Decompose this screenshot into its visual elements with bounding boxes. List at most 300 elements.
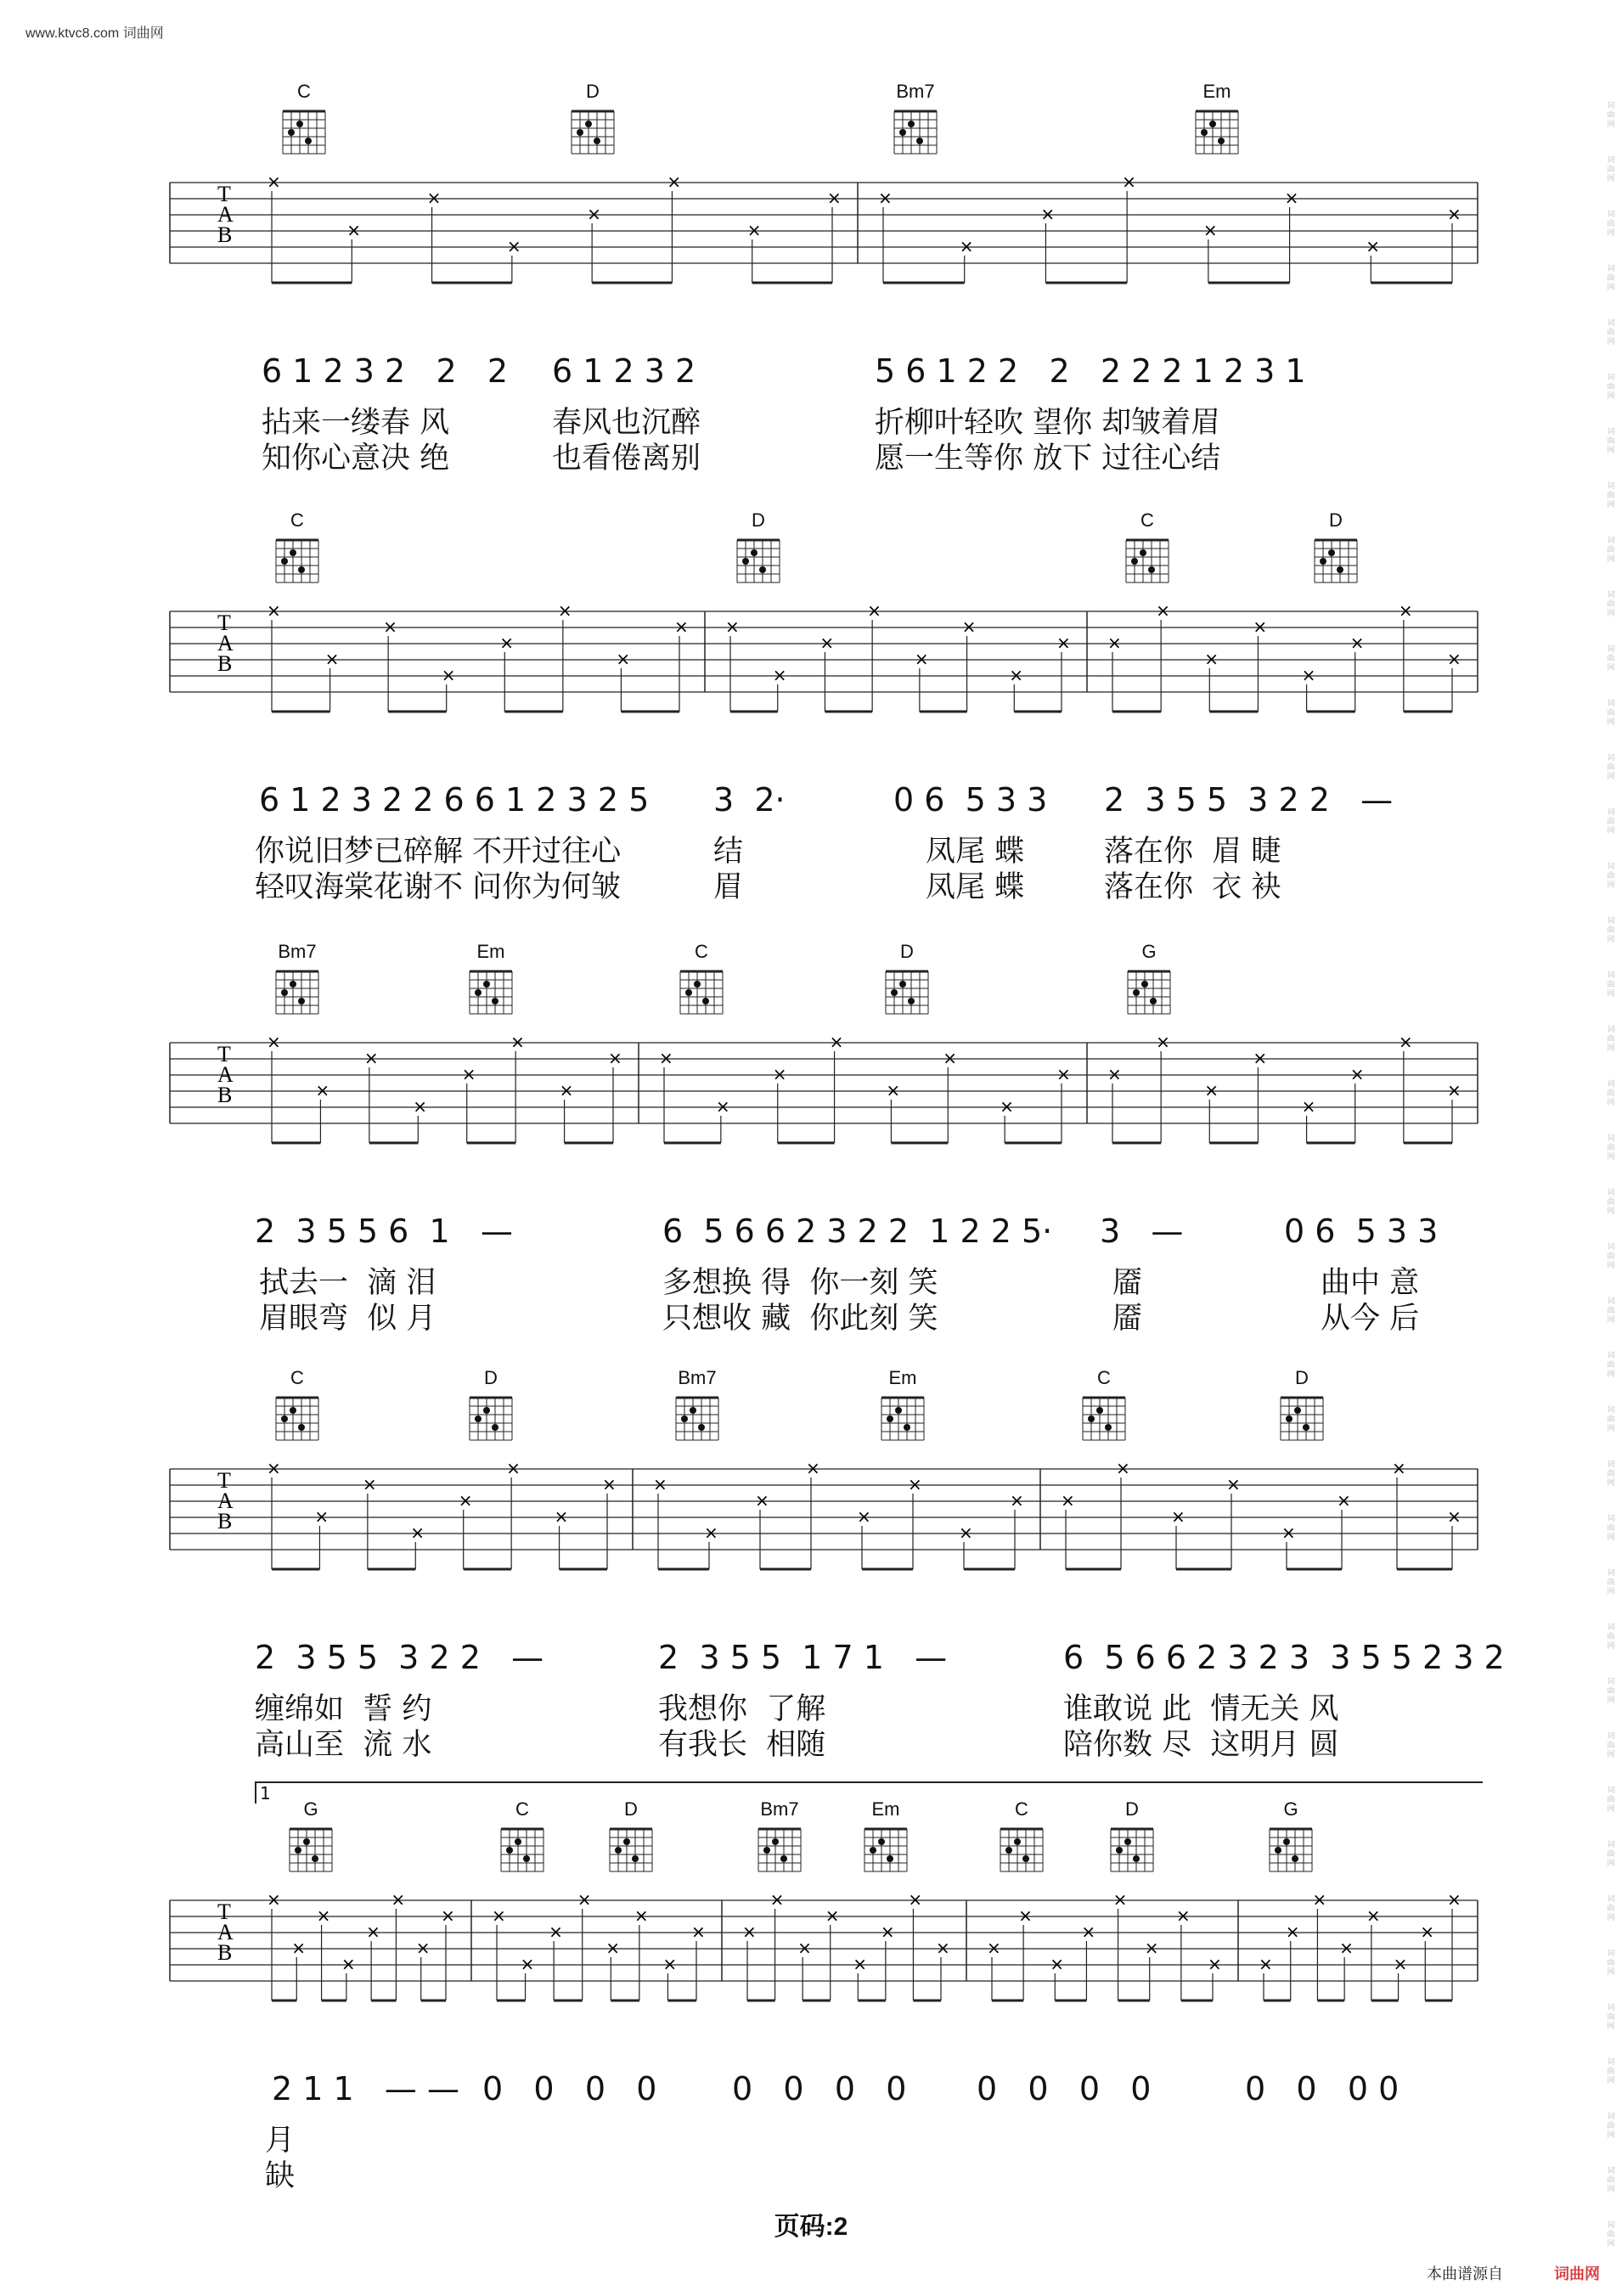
tab-note-mark: ×	[391, 1892, 406, 1910]
lyric-segment: 靥	[1112, 1302, 1143, 1336]
side-watermark: 词 曲 网	[1607, 1895, 1615, 1922]
side-watermark: 词 曲 网	[1607, 102, 1615, 129]
tab-note-mark: ×	[1366, 1905, 1381, 1926]
tab-note-mark: ×	[413, 1096, 428, 1117]
chord-diagram	[603, 1820, 659, 1875]
site-url[interactable]: www.ktvc8.com 词曲网	[25, 26, 164, 41]
tab-note-mark: ×	[943, 1048, 958, 1068]
side-watermark: 词 曲 网	[1607, 1243, 1615, 1270]
side-watermark: 词 曲 网	[1607, 156, 1615, 183]
fret-dot	[698, 1424, 705, 1431]
tab-note-mark: ×	[324, 649, 340, 669]
tab-note-mark: ×	[1156, 603, 1170, 621]
fret-dot	[1022, 1855, 1029, 1862]
tab-note-mark: ×	[1337, 1490, 1351, 1511]
side-watermark: 词 曲 网	[1607, 265, 1615, 292]
tab-note-mark: ×	[1349, 1064, 1365, 1084]
side-watermark: 词 曲 网	[1607, 1950, 1615, 1977]
fret-dot	[887, 1855, 893, 1862]
tab-note-mark: ×	[857, 1506, 871, 1527]
tab-note-mark: ×	[506, 236, 521, 256]
fret-dot	[1141, 981, 1148, 988]
side-watermark: 词 曲 网	[1607, 1678, 1615, 1705]
side-watermark: 词 曲 网	[1607, 971, 1615, 999]
lyric-segment: 靥	[1112, 1266, 1143, 1300]
tab-clef-letter: B	[217, 1083, 233, 1107]
lyric-segment: 从今 后	[1321, 1302, 1420, 1336]
chord-symbol	[265, 941, 329, 1017]
chord-symbol	[747, 1798, 812, 1875]
tab-note-mark: ×	[559, 1080, 574, 1100]
side-watermark: 词 曲 网	[1607, 1297, 1615, 1325]
fret-dot	[492, 1424, 498, 1431]
tab-note-mark: ×	[1144, 1938, 1159, 1958]
side-watermark: 词 曲 网	[1607, 1787, 1615, 1814]
chord-diagram	[463, 963, 519, 1017]
chord-diagram	[1121, 963, 1177, 1017]
tab-note-mark: ×	[602, 1474, 617, 1494]
jianpu-segment: 6 1 2 3 2 2 2	[262, 352, 509, 390]
fret-dot	[281, 1415, 288, 1422]
tab-note-mark: ×	[772, 665, 787, 685]
tab-note-mark: ×	[653, 1474, 667, 1494]
jianpu-notation-row	[0, 1213, 1622, 1255]
tab-note-mark: ×	[829, 1034, 844, 1052]
volta-bracket-label: 1	[255, 1781, 1483, 1804]
fret-dot	[916, 138, 923, 144]
lyric-segment: 月	[265, 2124, 296, 2158]
chord-diagram	[269, 963, 325, 1017]
tab-note-mark: ×	[1253, 616, 1268, 637]
jianpu-notation-row	[0, 352, 1622, 395]
chord-name: C	[290, 509, 304, 531]
fret-dot	[1283, 1838, 1290, 1845]
tab-note-mark: ×	[426, 188, 442, 208]
jianpu-notation-row	[0, 1639, 1622, 1681]
tab-note-mark: ×	[1009, 665, 1024, 685]
tab-note-mark: ×	[853, 1954, 868, 1974]
chord-name: D	[1329, 509, 1343, 531]
tab-clef-letter: A	[217, 1920, 234, 1944]
jianpu-segment: 6 5 6 6 2 3 2 3 3 5 5 2 3 2	[1063, 1639, 1505, 1676]
fret-dot	[483, 1407, 490, 1414]
lyric-line-1	[0, 399, 1622, 440]
lyric-line-2	[0, 2152, 1622, 2193]
side-watermark: 词 曲 网	[1607, 537, 1615, 564]
tab-note-mark: ×	[1312, 1892, 1327, 1910]
tab-note-mark: ×	[742, 1922, 757, 1942]
tab-note-mark: ×	[1301, 665, 1316, 685]
fret-dot	[594, 138, 600, 144]
tab-note-mark: ×	[267, 174, 281, 192]
chord-symbol	[989, 1798, 1054, 1875]
tab-note-mark: ×	[746, 220, 762, 240]
tab-note-mark: ×	[769, 1892, 785, 1910]
chord-symbol	[883, 81, 948, 157]
tab-clef-letter: B	[217, 651, 233, 676]
page-number: 页码:2	[774, 2213, 848, 2241]
lyric-line-1	[0, 828, 1622, 869]
chord-diagram	[994, 1820, 1050, 1875]
fret-dot	[1148, 566, 1155, 573]
side-watermark: 词 曲 网	[1607, 2058, 1615, 2085]
lyric-line-2	[0, 435, 1622, 476]
fret-dot	[1320, 558, 1326, 565]
chord-diagram	[1308, 532, 1364, 586]
footer-source-text: 本曲谱源自	[1427, 2265, 1503, 2282]
chord-name: Em	[1202, 81, 1231, 102]
fret-dot	[585, 121, 592, 127]
chord-diagram	[887, 103, 943, 157]
tab-clef-letter: A	[217, 1062, 234, 1087]
chord-diagram	[494, 1820, 550, 1875]
lyric-segment: 愿一生等你 放下 过往心结	[875, 442, 1221, 476]
chord-name: D	[1125, 1798, 1139, 1820]
tab-clef-letter: T	[217, 182, 231, 206]
chord-symbol	[265, 509, 329, 586]
fret-dot	[751, 549, 757, 556]
chord-symbol	[490, 1798, 555, 1875]
tab-note-mark: ×	[1107, 1064, 1122, 1084]
tab-staff	[0, 1892, 1622, 2019]
side-watermark: 词 曲 网	[1607, 1624, 1615, 1651]
jianpu-segment: 5 6 1 2 2 2 2 2 2 1 2 3 1	[875, 352, 1306, 390]
tab-note-mark: ×	[492, 1905, 506, 1926]
fret-dot	[904, 1424, 910, 1431]
tab-note-mark: ×	[441, 1905, 455, 1926]
tab-note-mark: ×	[1398, 1034, 1413, 1052]
fret-dot	[1275, 1847, 1281, 1854]
fret-dot	[1133, 1855, 1140, 1862]
chord-name: D	[752, 509, 765, 531]
fret-dot	[303, 1838, 310, 1845]
lyric-segment: 结	[713, 835, 744, 869]
chord-diagram	[879, 963, 935, 1017]
lyric-segment: 落在你 眉 睫	[1104, 835, 1281, 869]
chord-diagram	[276, 103, 332, 157]
fret-dot	[288, 129, 295, 136]
jianpu-segment: 0 6 5 3 3	[1284, 1213, 1439, 1250]
chord-name: Bm7	[678, 1367, 717, 1388]
tab-clef-letter: T	[217, 1468, 231, 1493]
tab-note-mark: ×	[346, 220, 362, 240]
tab-note-mark: ×	[1040, 204, 1056, 224]
fret-dot	[895, 1407, 902, 1414]
chord-name: D	[484, 1367, 498, 1388]
fret-dot	[780, 1855, 787, 1862]
chord-name: D	[1295, 1367, 1309, 1388]
tab-note-mark: ×	[267, 1034, 281, 1052]
tab-note-mark: ×	[557, 603, 572, 621]
lyric-segment: 有我长 相随	[658, 1728, 826, 1762]
tab-note-mark: ×	[961, 616, 977, 637]
fret-dot	[298, 998, 305, 1004]
lyric-segment: 落在你 衣 袂	[1104, 870, 1281, 904]
lyric-line-1	[0, 1685, 1622, 1726]
chord-diagram	[269, 532, 325, 586]
chord-symbol	[560, 81, 625, 157]
lyric-segment: 陪你数 尽 这明月 圆	[1063, 1728, 1339, 1762]
tab-note-mark: ×	[315, 1080, 330, 1100]
fret-dot	[305, 138, 312, 144]
tab-note-mark: ×	[1339, 1938, 1354, 1958]
jianpu-segment: 0 0 0 0	[1245, 2070, 1400, 2107]
tab-note-mark: ×	[1366, 236, 1381, 256]
tab-note-mark: ×	[520, 1954, 535, 1974]
fret-dot	[298, 566, 305, 573]
chord-name: Em	[871, 1798, 900, 1820]
tab-note-mark: ×	[341, 1954, 356, 1974]
tab-note-mark: ×	[1202, 220, 1218, 240]
tab-note-mark: ×	[1081, 1922, 1096, 1942]
fret-dot	[523, 1855, 530, 1862]
fret-dot	[772, 1838, 779, 1845]
fret-dot	[887, 1415, 893, 1422]
tab-note-mark: ×	[1349, 633, 1365, 653]
fret-dot	[281, 989, 288, 996]
tab-note-mark: ×	[659, 1048, 673, 1068]
lyric-line-1	[0, 1259, 1622, 1300]
tab-clef-letter: A	[217, 202, 234, 227]
side-watermark: 词 曲 网	[1607, 374, 1615, 401]
fret-dot	[681, 1415, 688, 1422]
fret-dot	[290, 1407, 296, 1414]
fret-dot	[1218, 138, 1225, 144]
fret-dot	[1131, 558, 1138, 565]
side-watermark: 词 曲 网	[1607, 2004, 1615, 2031]
fret-dot	[1105, 1424, 1112, 1431]
chord-symbol	[875, 941, 939, 1017]
tab-note-mark: ×	[587, 204, 601, 224]
lyric-segment: 凤尾 蝶	[926, 870, 1025, 904]
tab-note-mark: ×	[1281, 1522, 1296, 1543]
chord-name: G	[303, 1798, 318, 1820]
fret-dot	[690, 1407, 696, 1414]
chord-name: Bm7	[760, 1798, 799, 1820]
tab-note-mark: ×	[715, 1096, 730, 1117]
jianpu-notation-row	[0, 2070, 1622, 2113]
chord-symbol	[853, 1798, 918, 1875]
tab-note-mark: ×	[662, 1954, 678, 1974]
tab-note-mark: ×	[267, 603, 281, 621]
chord-name: Em	[476, 941, 505, 962]
side-watermark: 词 曲 网	[1607, 2221, 1615, 2248]
jianpu-segment: 0 6 5 3 3	[893, 781, 1048, 819]
fret-dot	[615, 1847, 622, 1854]
lyric-segment: 你说旧梦已碎解 不开过往心	[255, 835, 622, 869]
lyric-segment: 轻叹海棠花谢不 问你为何皱	[255, 870, 622, 904]
chord-diagram	[1189, 103, 1245, 157]
tab-note-mark: ×	[1122, 174, 1136, 192]
lyric-segment: 缺	[265, 2159, 296, 2193]
fret-dot	[908, 998, 915, 1004]
tab-note-mark: ×	[908, 1474, 922, 1494]
tab-note-mark: ×	[878, 188, 893, 208]
tab-note-mark: ×	[725, 616, 740, 637]
tab-note-mark: ×	[314, 1506, 329, 1527]
fret-dot	[694, 981, 701, 988]
side-watermark: 词 曲 网	[1607, 1460, 1615, 1488]
tab-note-mark: ×	[634, 1905, 649, 1926]
tab-note-mark: ×	[1175, 1905, 1191, 1926]
chord-symbol	[459, 941, 523, 1017]
chord-diagram	[1274, 1389, 1330, 1443]
tab-note-mark: ×	[704, 1522, 718, 1543]
tab-note-mark: ×	[755, 1490, 769, 1511]
chord-name: G	[1141, 941, 1157, 962]
chord-diagram	[1104, 1820, 1160, 1875]
jianpu-segment: 2 3 5 5 3 2 2 —	[1104, 781, 1394, 819]
lyric-line-2	[0, 1295, 1622, 1336]
jianpu-segment: 0 0 0 0	[732, 2070, 907, 2107]
footer-logo[interactable]: 词曲网	[1554, 2265, 1600, 2282]
tab-note-mark: ×	[410, 1522, 425, 1543]
side-watermark: 词 曲 网	[1607, 1080, 1615, 1107]
lyric-segment: 我想你 了解	[658, 1692, 826, 1726]
tab-note-mark: ×	[616, 649, 631, 669]
chord-symbol	[870, 1367, 935, 1443]
lyric-segment: 拭去一 滴 泪	[259, 1266, 436, 1300]
fret-dot	[1116, 1847, 1123, 1854]
chord-name: D	[900, 941, 914, 962]
tab-note-mark: ×	[1447, 1892, 1461, 1910]
chord-name: C	[695, 941, 708, 962]
fret-dot	[623, 1838, 630, 1845]
side-watermark: 词 曲 网	[1607, 700, 1615, 727]
jianpu-segment: 2 3 5 5 1 7 1 —	[658, 1639, 948, 1676]
lyric-segment: 缠绵如 誓 约	[255, 1692, 432, 1726]
tab-note-mark: ×	[1253, 1048, 1268, 1068]
chord-diagram	[669, 1389, 725, 1443]
chord-diagram	[673, 963, 729, 1017]
fret-dot	[312, 1855, 318, 1862]
chord-symbol	[1117, 941, 1181, 1017]
tab-staff	[0, 1034, 1622, 1162]
tab-note-mark: ×	[827, 188, 842, 208]
fret-dot	[870, 1847, 876, 1854]
tab-note-mark: ×	[1056, 633, 1071, 653]
tab-note-mark: ×	[959, 236, 974, 256]
fret-dot	[296, 121, 303, 127]
tab-note-mark: ×	[605, 1938, 621, 1958]
chord-name: Bm7	[278, 941, 317, 962]
tab-note-mark: ×	[1116, 1460, 1130, 1478]
fret-dot	[492, 998, 498, 1004]
chord-name: C	[515, 1798, 529, 1820]
tab-note-mark: ×	[499, 633, 515, 653]
fret-dot	[577, 129, 583, 136]
chord-symbol	[459, 1367, 523, 1443]
fret-dot	[1005, 1847, 1012, 1854]
fret-dot	[1014, 1838, 1021, 1845]
chord-diagram	[269, 1389, 325, 1443]
lyric-segment: 眉眼弯 似 月	[259, 1302, 436, 1336]
tab-note-mark: ×	[441, 665, 456, 685]
tab-note-mark: ×	[577, 1892, 592, 1910]
lyric-segment: 知你心意决 绝	[262, 442, 450, 476]
side-watermark: 词 曲 网	[1607, 482, 1615, 509]
fret-dot	[295, 1847, 301, 1854]
side-watermark: 词 曲 网	[1607, 211, 1615, 238]
tab-note-mark: ×	[316, 1905, 331, 1926]
lyric-line-1	[0, 2117, 1622, 2158]
tab-note-mark: ×	[1061, 1490, 1075, 1511]
chord-name: C	[290, 1367, 304, 1388]
tab-note-mark: ×	[461, 1064, 476, 1084]
tab-note-mark: ×	[363, 1048, 379, 1068]
chord-name: C	[297, 81, 311, 102]
fret-dot	[506, 1847, 513, 1854]
side-watermark: 词 曲 网	[1607, 319, 1615, 346]
tab-note-mark: ×	[1447, 1506, 1461, 1527]
fret-dot	[685, 989, 692, 996]
jianpu-segment: 6 1 2 3 2 2 6 6 1 2 3 2 5	[259, 781, 650, 819]
chord-symbol	[1185, 81, 1249, 157]
tab-note-mark: ×	[510, 1034, 525, 1052]
fret-dot	[632, 1855, 639, 1862]
fret-dot	[298, 1424, 305, 1431]
fret-dot	[1096, 1407, 1103, 1414]
side-watermark: 词 曲 网	[1607, 754, 1615, 781]
chord-symbol	[1072, 1367, 1136, 1443]
chord-diagram	[875, 1389, 931, 1443]
tab-note-mark: ×	[1420, 1922, 1435, 1942]
chord-diagram	[1263, 1820, 1319, 1875]
tab-note-mark: ×	[1284, 188, 1299, 208]
jianpu-segment: 3 2·	[713, 781, 786, 819]
chord-symbol	[599, 1798, 663, 1875]
tab-note-mark: ×	[267, 1892, 281, 1910]
chord-symbol	[1115, 509, 1180, 586]
tab-note-mark: ×	[1107, 633, 1122, 653]
fret-dot	[475, 1415, 482, 1422]
tab-note-mark: ×	[825, 1905, 840, 1926]
tab-note-mark: ×	[1000, 1096, 1014, 1117]
jianpu-segment: 2 3 5 5 3 2 2 —	[255, 1639, 544, 1676]
tab-note-mark: ×	[458, 1490, 473, 1511]
fret-dot	[281, 558, 288, 565]
fret-dot	[1209, 121, 1216, 127]
side-watermark: 词 曲 网	[1607, 917, 1615, 944]
tab-clef-letter: T	[217, 611, 231, 635]
chord-symbol	[665, 1367, 729, 1443]
lyric-segment: 只想收 藏 你此刻 笑	[662, 1302, 938, 1336]
chord-name: Em	[888, 1367, 917, 1388]
chord-symbol	[1100, 1798, 1164, 1875]
lyric-segment: 春风也沉醉	[552, 406, 701, 440]
chord-symbol	[1270, 1367, 1334, 1443]
fret-dot	[475, 989, 482, 996]
tab-clef-letter: T	[217, 1899, 231, 1924]
side-watermark: 词 曲 网	[1607, 591, 1615, 618]
tab-note-mark: ×	[1204, 649, 1219, 669]
fret-dot	[759, 566, 766, 573]
jianpu-segment: 6 5 6 6 2 3 2 2 1 2 2 5·	[662, 1213, 1053, 1250]
side-watermark: 词 曲 网	[1607, 863, 1615, 890]
chord-name: C	[1015, 1798, 1028, 1820]
tab-note-mark: ×	[291, 1938, 307, 1958]
tab-note-mark: ×	[506, 1460, 521, 1478]
side-watermark: 词 曲 网	[1607, 428, 1615, 455]
chord-symbol	[1259, 1798, 1323, 1875]
tab-note-mark: ×	[1050, 1954, 1065, 1974]
tab-note-mark: ×	[383, 616, 397, 637]
lyric-segment: 多想换 得 你一刻 笑	[662, 1266, 938, 1300]
tab-note-mark: ×	[1010, 1490, 1024, 1511]
chord-diagram	[1119, 532, 1175, 586]
tab-note-mark: ×	[936, 1938, 950, 1958]
lyric-segment: 曲中 意	[1321, 1266, 1420, 1300]
